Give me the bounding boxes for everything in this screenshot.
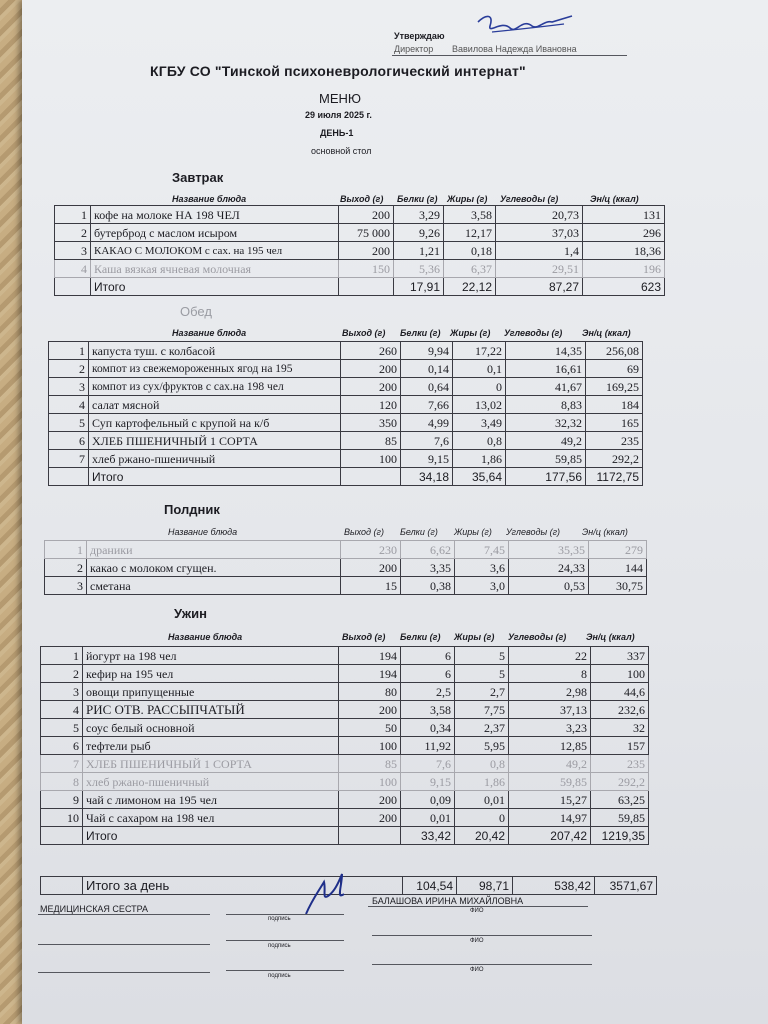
dish-energy: 232,6: [591, 701, 649, 719]
dish-carbs: 14,35: [506, 342, 586, 360]
table-type: основной стол: [311, 146, 372, 156]
dish-output: 200: [341, 378, 401, 396]
organization-name: КГБУ СО "Тинской психоневрологический интернат": [150, 63, 526, 79]
section-title-snack: Полдник: [164, 502, 220, 517]
fio-caption: ФИО: [470, 908, 484, 914]
row-number: 5: [49, 414, 89, 432]
total-label: Итого: [91, 278, 339, 296]
total-protein: 34,18: [401, 468, 453, 486]
breakfast-table: [54, 205, 665, 296]
dish-fat: 17,22: [453, 342, 506, 360]
table-row: [41, 809, 649, 827]
table-row: [41, 737, 649, 755]
dish-energy: 30,75: [589, 577, 647, 595]
menu-date: 29 июля 2025 г.: [305, 110, 372, 120]
dish-carbs: 35,35: [509, 541, 589, 559]
dish-fat: 0,8: [455, 755, 509, 773]
row-number: 4: [49, 396, 89, 414]
dish-fat: 0,1: [453, 360, 506, 378]
table-row: [49, 378, 643, 396]
column-header-protein: Белки (г): [400, 328, 441, 338]
dish-name: компот из свежемороженных ягод на 195: [89, 360, 341, 378]
column-header-name: Название блюда: [172, 328, 247, 338]
table-row: [49, 414, 643, 432]
dish-output: 200: [339, 809, 401, 827]
signature-line: [372, 964, 592, 965]
row-number: 3: [55, 242, 91, 260]
dish-fat: 0,18: [444, 242, 496, 260]
director-signature: [472, 10, 582, 40]
table-row: [41, 701, 649, 719]
dish-output: 100: [341, 450, 401, 468]
dish-name: Каша вязкая ячневая молочная: [91, 260, 339, 278]
dish-output: 80: [339, 683, 401, 701]
day-total-fat: 98,71: [457, 877, 513, 895]
total-carbs: 87,27: [496, 278, 583, 296]
day-total-protein: 104,54: [403, 877, 457, 895]
column-header-carbs: Углеводы (г): [500, 194, 559, 204]
dish-name: соус белый основной: [83, 719, 339, 737]
dish-energy: 32: [591, 719, 649, 737]
column-header-out: Выход (г): [342, 632, 386, 642]
menu-day: ДЕНЬ-1: [320, 128, 354, 138]
dish-carbs: 16,61: [506, 360, 586, 378]
total-label: Итого: [89, 468, 341, 486]
dish-carbs: 0,53: [509, 577, 589, 595]
table-row: [55, 242, 665, 260]
dish-fat: 2,7: [455, 683, 509, 701]
dish-protein: 7,66: [401, 396, 453, 414]
column-header-name: Название блюда: [168, 527, 238, 537]
column-header-protein: Белки (г): [397, 194, 438, 204]
dish-energy: 184: [586, 396, 643, 414]
dish-carbs: 59,85: [506, 450, 586, 468]
dish-carbs: 37,13: [509, 701, 591, 719]
dish-energy: 292,2: [586, 450, 643, 468]
dish-output: 150: [339, 260, 394, 278]
dish-output: 100: [339, 737, 401, 755]
dish-output: 120: [341, 396, 401, 414]
table-row: [45, 577, 647, 595]
empty-cell: [41, 877, 83, 895]
total-row: [55, 278, 665, 296]
row-number: 2: [45, 559, 87, 577]
row-number: 1: [55, 206, 91, 224]
dish-protein: 0,64: [401, 378, 453, 396]
dish-fat: 0,8: [453, 432, 506, 450]
nurse-signature: [298, 870, 368, 918]
dish-name: овощи припущенные: [83, 683, 339, 701]
dish-protein: 11,92: [401, 737, 455, 755]
row-number: 3: [49, 378, 89, 396]
total-fat: 35,64: [453, 468, 506, 486]
column-header-energy: Эн/ц (ккал): [582, 527, 628, 537]
total-label: Итого: [83, 827, 339, 845]
approval-position: Директор: [394, 44, 434, 54]
table-row: [41, 683, 649, 701]
dish-protein: 7,6: [401, 755, 455, 773]
dish-fat: 5: [455, 647, 509, 665]
dish-output: 194: [339, 647, 401, 665]
table-row: [49, 450, 643, 468]
dish-output: 85: [339, 755, 401, 773]
row-number: 5: [41, 719, 83, 737]
dish-protein: 3,29: [394, 206, 444, 224]
empty-cell: [41, 827, 83, 845]
dish-output: 15: [341, 577, 401, 595]
dish-name: кефир на 195 чел: [83, 665, 339, 683]
document-title: МЕНЮ: [319, 91, 362, 106]
fio-caption: ФИО: [470, 967, 484, 973]
dish-fat: 1,86: [455, 773, 509, 791]
column-header-out: Выход (г): [340, 194, 384, 204]
column-header-out: Выход (г): [342, 328, 386, 338]
column-header-fat: Жиры (г): [454, 632, 495, 642]
dish-fat: 1,86: [453, 450, 506, 468]
row-number: 9: [41, 791, 83, 809]
signature-line: [368, 906, 588, 907]
dish-output: 260: [341, 342, 401, 360]
approval-name: Вавилова Надежда Ивановна: [452, 44, 577, 54]
dish-carbs: 2,98: [509, 683, 591, 701]
dish-output: 350: [341, 414, 401, 432]
row-number: 4: [55, 260, 91, 278]
table-row: [49, 396, 643, 414]
dish-energy: 235: [591, 755, 649, 773]
row-number: 1: [49, 342, 89, 360]
row-number: 1: [41, 647, 83, 665]
dish-carbs: 22: [509, 647, 591, 665]
dish-output: 200: [339, 206, 394, 224]
dish-protein: 9,15: [401, 450, 453, 468]
dish-energy: 63,25: [591, 791, 649, 809]
column-header-name: Название блюда: [172, 194, 247, 204]
row-number: 6: [41, 737, 83, 755]
dish-name: ХЛЕБ ПШЕНИЧНЫЙ 1 СОРТА: [89, 432, 341, 450]
dish-name: капуста туш. с колбасой: [89, 342, 341, 360]
dish-output: 100: [339, 773, 401, 791]
dish-fat: 5: [455, 665, 509, 683]
table-row: [49, 342, 643, 360]
dish-energy: 169,25: [586, 378, 643, 396]
dish-output: 230: [341, 541, 401, 559]
signature-line: [372, 935, 592, 936]
total-fat: 20,42: [455, 827, 509, 845]
dish-carbs: 15,27: [509, 791, 591, 809]
dish-protein: 9,26: [394, 224, 444, 242]
row-number: 2: [55, 224, 91, 242]
empty-cell: [341, 468, 401, 486]
total-carbs: 207,42: [509, 827, 591, 845]
dish-fat: 3,0: [455, 577, 509, 595]
table-row: [55, 206, 665, 224]
dish-carbs: 59,85: [509, 773, 591, 791]
column-header-fat: Жиры (г): [454, 527, 492, 537]
empty-cell: [339, 827, 401, 845]
row-number: 8: [41, 773, 83, 791]
total-energy: 1172,75: [586, 468, 643, 486]
dish-protein: 9,94: [401, 342, 453, 360]
section-title-breakfast: Завтрак: [172, 170, 224, 185]
row-number: 3: [45, 577, 87, 595]
fio-caption: ФИО: [470, 938, 484, 944]
total-carbs: 177,56: [506, 468, 586, 486]
dish-fat: 13,02: [453, 396, 506, 414]
row-number: 6: [49, 432, 89, 450]
dish-name: какао с молоком сгущен.: [87, 559, 341, 577]
dish-fat: 12,17: [444, 224, 496, 242]
dish-energy: 165: [586, 414, 643, 432]
dish-carbs: 24,33: [509, 559, 589, 577]
dish-protein: 4,99: [401, 414, 453, 432]
dish-carbs: 49,2: [506, 432, 586, 450]
dish-carbs: 29,51: [496, 260, 583, 278]
dinner-table: [40, 646, 649, 845]
row-number: 4: [41, 701, 83, 719]
table-row: [55, 224, 665, 242]
dish-fat: 7,45: [455, 541, 509, 559]
total-fat: 22,12: [444, 278, 496, 296]
column-header-energy: Эн/ц (ккал): [590, 194, 639, 204]
lunch-table: [48, 341, 643, 486]
sign-caption: подпись: [268, 943, 291, 949]
dish-name: сметана: [87, 577, 341, 595]
dish-protein: 0,38: [401, 577, 455, 595]
table-row: [41, 665, 649, 683]
dish-output: 50: [339, 719, 401, 737]
dish-carbs: 12,85: [509, 737, 591, 755]
row-number: 3: [41, 683, 83, 701]
column-header-carbs: Углеводы (г): [508, 632, 567, 642]
dish-energy: 144: [589, 559, 647, 577]
dish-fat: 5,95: [455, 737, 509, 755]
dish-energy: 296: [583, 224, 665, 242]
dish-output: 194: [339, 665, 401, 683]
signature-line: [38, 972, 210, 973]
dish-output: 200: [339, 791, 401, 809]
row-number: 7: [49, 450, 89, 468]
table-row: [45, 541, 647, 559]
signature-line: [226, 970, 344, 971]
empty-cell: [339, 278, 394, 296]
table-row: [41, 719, 649, 737]
signature-line: [38, 914, 210, 915]
table-row: [41, 773, 649, 791]
dish-name: драники: [87, 541, 341, 559]
sign-caption: подпись: [268, 916, 291, 922]
dish-protein: 5,36: [394, 260, 444, 278]
dish-protein: 2,5: [401, 683, 455, 701]
dish-fat: 0: [453, 378, 506, 396]
signature-line: [226, 940, 344, 941]
dish-name: кофе на молоке НА 198 ЧЕЛ: [91, 206, 339, 224]
column-header-protein: Белки (г): [400, 527, 438, 537]
row-number: 2: [41, 665, 83, 683]
dish-carbs: 32,32: [506, 414, 586, 432]
empty-cell: [49, 468, 89, 486]
dish-name: хлеб ржано-пшеничный: [89, 450, 341, 468]
approval-label: Утверждаю: [394, 31, 445, 41]
section-title-dinner: Ужин: [174, 606, 207, 621]
table-row: [49, 360, 643, 378]
row-number: 1: [45, 541, 87, 559]
dish-carbs: 8: [509, 665, 591, 683]
dish-fat: 6,37: [444, 260, 496, 278]
dish-output: 200: [341, 360, 401, 378]
dish-name: Чай с сахаром на 198 чел: [83, 809, 339, 827]
dish-protein: 0,14: [401, 360, 453, 378]
dish-fat: 3,49: [453, 414, 506, 432]
row-number: 2: [49, 360, 89, 378]
dish-name: чай с лимоном на 195 чел: [83, 791, 339, 809]
column-header-carbs: Углеводы (г): [504, 328, 563, 338]
dish-protein: 6: [401, 665, 455, 683]
dish-name: РИС ОТВ. РАССЫПЧАТЫЙ: [83, 701, 339, 719]
dish-output: 200: [341, 559, 401, 577]
dish-carbs: 14,97: [509, 809, 591, 827]
dish-fat: 7,75: [455, 701, 509, 719]
dish-energy: 235: [586, 432, 643, 450]
dish-name: компот из сух/фруктов с сах.на 198 чел: [89, 378, 341, 396]
dish-energy: 157: [591, 737, 649, 755]
dish-protein: 1,21: [394, 242, 444, 260]
dish-name: хлеб ржано-пшеничный: [83, 773, 339, 791]
approval-underline: [392, 55, 627, 56]
sign-caption: подпись: [268, 973, 291, 979]
table-row: [45, 559, 647, 577]
signature-line: [226, 914, 344, 915]
table-row: [41, 755, 649, 773]
column-header-energy: Эн/ц (ккал): [586, 632, 635, 642]
empty-cell: [55, 278, 91, 296]
section-title-lunch: Обед: [180, 304, 212, 319]
dish-protein: 7,6: [401, 432, 453, 450]
column-header-energy: Эн/ц (ккал): [582, 328, 631, 338]
dish-name: салат мясной: [89, 396, 341, 414]
dish-output: 200: [339, 701, 401, 719]
dish-name: КАКАО С МОЛОКОМ с сах. на 195 чел: [91, 242, 339, 260]
signature-role: МЕДИЦИНСКАЯ СЕСТРА: [40, 904, 149, 914]
table-row: [41, 647, 649, 665]
total-row: [49, 468, 643, 486]
dish-carbs: 41,67: [506, 378, 586, 396]
dish-fat: 2,37: [455, 719, 509, 737]
total-protein: 33,42: [401, 827, 455, 845]
dish-fat: 3,6: [455, 559, 509, 577]
column-header-fat: Жиры (г): [450, 328, 491, 338]
column-header-fat: Жиры (г): [447, 194, 488, 204]
dish-carbs: 49,2: [509, 755, 591, 773]
total-energy: 1219,35: [591, 827, 649, 845]
dish-name: тефтели рыб: [83, 737, 339, 755]
dish-fat: 0: [455, 809, 509, 827]
day-total-energy: 3571,67: [595, 877, 657, 895]
total-protein: 17,91: [394, 278, 444, 296]
dish-fat: 3,58: [444, 206, 496, 224]
dish-energy: 292,2: [591, 773, 649, 791]
dish-protein: 0,09: [401, 791, 455, 809]
dish-energy: 18,36: [583, 242, 665, 260]
dish-protein: 0,01: [401, 809, 455, 827]
dish-carbs: 1,4: [496, 242, 583, 260]
snack-table: [44, 540, 647, 595]
dish-energy: 131: [583, 206, 665, 224]
dish-name: Суп картофельный с крупой на к/б: [89, 414, 341, 432]
dish-energy: 59,85: [591, 809, 649, 827]
dish-energy: 44,6: [591, 683, 649, 701]
dish-energy: 256,08: [586, 342, 643, 360]
dish-carbs: 20,73: [496, 206, 583, 224]
total-row: [41, 827, 649, 845]
dish-protein: 6,62: [401, 541, 455, 559]
menu-document: [22, 0, 768, 1024]
dish-protein: 3,58: [401, 701, 455, 719]
dish-output: 85: [341, 432, 401, 450]
dish-energy: 196: [583, 260, 665, 278]
row-number: 7: [41, 755, 83, 773]
dish-name: йогурт на 198 чел: [83, 647, 339, 665]
column-header-name: Название блюда: [168, 632, 243, 642]
dish-energy: 100: [591, 665, 649, 683]
dish-energy: 69: [586, 360, 643, 378]
day-total-carbs: 538,42: [513, 877, 595, 895]
row-number: 10: [41, 809, 83, 827]
table-row: [49, 432, 643, 450]
dish-energy: 337: [591, 647, 649, 665]
total-energy: 623: [583, 278, 665, 296]
signature-line: [38, 944, 210, 945]
column-header-protein: Белки (г): [400, 632, 441, 642]
dish-output: 75 000: [339, 224, 394, 242]
column-header-out: Выход (г): [344, 527, 384, 537]
dish-carbs: 3,23: [509, 719, 591, 737]
table-row: [41, 791, 649, 809]
signature-full-name: БАЛАШОВА ИРИНА МИХАЙЛОВНА: [372, 896, 524, 906]
dish-name: бутерброд с маслом исыром: [91, 224, 339, 242]
dish-fat: 0,01: [455, 791, 509, 809]
dish-protein: 3,35: [401, 559, 455, 577]
dish-carbs: 8,83: [506, 396, 586, 414]
dish-name: ХЛЕБ ПШЕНИЧНЫЙ 1 СОРТА: [83, 755, 339, 773]
dish-energy: 279: [589, 541, 647, 559]
dish-protein: 9,15: [401, 773, 455, 791]
dish-output: 200: [339, 242, 394, 260]
dish-protein: 6: [401, 647, 455, 665]
dish-protein: 0,34: [401, 719, 455, 737]
column-header-carbs: Углеводы (г): [506, 527, 561, 537]
day-total-label: Итого за день: [83, 877, 341, 895]
dish-carbs: 37,03: [496, 224, 583, 242]
table-row: [55, 260, 665, 278]
